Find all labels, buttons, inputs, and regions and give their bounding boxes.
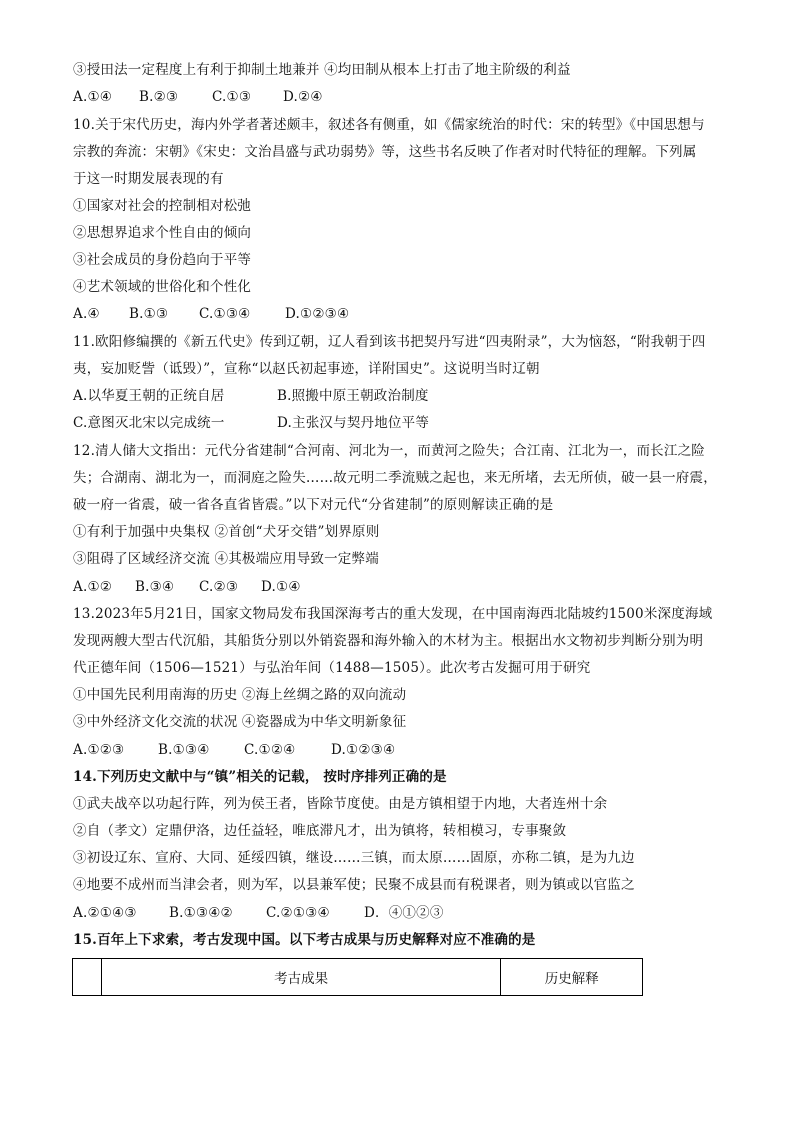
q12-options	[73, 578, 301, 596]
q12-stem-line-1: 12.清人储大文指出：元代分省建制“合河南、河北为一，而黄河之险失；合江南、江北为一，而长江之险	[73, 443, 705, 459]
q10-option-c: C.①③④	[199, 306, 251, 322]
q12-items-1-2: ①有利于加强中央集权 ②首创“犬牙交错”划界原则	[73, 524, 380, 540]
q9-option-c: C.①③	[212, 89, 252, 105]
q10-option-d: D.①②③④	[285, 306, 350, 322]
q10-options	[73, 305, 349, 323]
q9-option-a: A.①④	[73, 89, 113, 105]
q9-options	[73, 88, 323, 106]
q11-options-cd	[73, 414, 429, 432]
q11-option-d: D.主张汉与契丹地位平等	[277, 415, 430, 431]
q9-option-d: D.②④	[283, 89, 323, 105]
q12-option-b: B.③④	[135, 579, 175, 595]
q11-option-c: C.意图灭北宋以完成统一	[73, 415, 225, 431]
q11-option-b: B.照搬中原王朝政治制度	[277, 388, 429, 404]
q11-stem-line-2: 夷，妄加贬訾（诋毁）”，宣称“以赵氏初起事迹，详附国史”。这说明当时辽朝	[73, 361, 540, 377]
q12-option-d: D.①④	[261, 579, 301, 595]
q14-option-d: D．④①②③	[364, 905, 444, 921]
q12-items-3-4: ③阻碍了区域经济交流 ④其极端应用导致一定弊端	[73, 551, 379, 567]
q13-items-3-4: ③中外经济文化交流的状况 ④瓷器成为中华文明新象征	[73, 714, 407, 730]
q14-stem: 14.下列历史文献中与“镇”相关的记载， 按时序排列正确的是	[73, 769, 447, 785]
q14-item-4: ④地要不成州而当津会者，则为军，以县兼军使；民聚不成县而有税课者，则为镇或以官监之	[73, 877, 635, 893]
q12-option-a: A.①②	[73, 579, 113, 595]
q10-item-2: ②思想界追求个性自由的倾向	[73, 225, 252, 241]
q13-items-1-2: ①中国先民利用南海的历史 ②海上丝绸之路的双向流动	[73, 687, 407, 703]
q12-stem-line-3: 破一府一省震，破一省各直省皆震。”以下对元代“分省建制”的原则解读正确的是	[73, 497, 554, 513]
q13-option-a: A.①②③	[73, 742, 125, 758]
table-header-row	[73, 959, 643, 996]
q11-stem-line-1: 11.欧阳修编撰的《新五代史》传到辽朝，辽人看到该书把契丹写进“四夷附录”，大为恼怒，“附我朝于四	[73, 334, 706, 350]
table-header-index	[73, 959, 102, 996]
q14-option-a: A.②①④③	[73, 905, 137, 921]
q14-item-1: ①武夫战卒以功起行阵，列为侯王者，皆除节度使。由是方镇相望于内地，大者连州十余	[73, 796, 608, 812]
q10-item-1: ①国家对社会的控制相对松弛	[73, 198, 252, 214]
q13-option-c: C.①②④	[244, 742, 296, 758]
q11-options-ab	[73, 387, 429, 405]
q15-stem: 15.百年上下求索，考古发现中国。以下考古成果与历史解释对应不准确的是	[73, 932, 536, 948]
q13-option-b: B.①③④	[158, 742, 210, 758]
q9-statement-3-4: ③授田法一定程度上有利于抑制土地兼并 ④均田制从根本上打击了地主阶级的利益	[73, 62, 571, 78]
q13-stem-line-3: 代正德年间（1506—1521）与弘治年间（1488—1505）。此次考古发掘可用于研究	[73, 660, 591, 676]
q14-options	[73, 904, 444, 922]
q10-item-3: ③社会成员的身份趋向于平等	[73, 252, 252, 268]
q9-option-b: B.②③	[139, 89, 179, 105]
q14-option-b: B.①③④②	[169, 905, 233, 921]
q10-stem-line-1: 10.关于宋代历史，海内外学者著述颇丰，叙述各有侧重，如《儒家统治的时代：宋的转型》《中国思想与	[73, 117, 705, 133]
q13-option-d: D.①②③④	[331, 742, 396, 758]
q11-option-a: A.以华夏王朝的正统自居	[73, 388, 225, 404]
q10-option-a: A.④	[73, 306, 100, 322]
q10-stem-line-3: 于这一时期发展表现的有	[73, 171, 224, 187]
q12-option-c: C.②③	[199, 579, 239, 595]
q14-item-2: ②自（孝文）定鼎伊洛，边任益轻，唯底滞凡才，出为镇将，转相模习，专事聚敛	[73, 823, 567, 839]
q13-options	[73, 741, 395, 759]
q12-stem-line-2: 失；合湖南、湖北为一，而洞庭之险失……故元明二季流贼之起也，来无所堵，去无所侦，破一县一府震，	[73, 470, 717, 486]
table-header-historical-interpretation: 历史解释	[501, 959, 643, 996]
q14-option-c: C.②①③④	[266, 905, 330, 921]
q13-stem-line-2: 发现两艘大型古代沉船，其船货分别以外销瓷器和海外输入的木材为主。根据出水文物初步判断分别为明	[73, 633, 704, 649]
q15-table	[72, 958, 643, 996]
q10-stem-line-2: 宗教的奔流：宋朝》《宋史：文治昌盛与武功弱势》等，这些书名反映了作者对时代特征的理解。下列属	[73, 144, 697, 160]
q10-item-4: ④艺术领域的世俗化和个性化	[73, 279, 252, 295]
q10-option-b: B.①③	[129, 306, 169, 322]
q13-stem-line-1: 13.2023年5月21日，国家文物局发布我国深海考古的重大发现，在中国南海西北陆坡约1500米深度海域	[73, 606, 713, 622]
table-header-archaeological-findings: 考古成果	[101, 959, 501, 996]
q14-item-3: ③初设辽东、宣府、大同、延绥四镇，继设……三镇，而太原……固原，亦称二镇，是为九边	[73, 850, 635, 866]
